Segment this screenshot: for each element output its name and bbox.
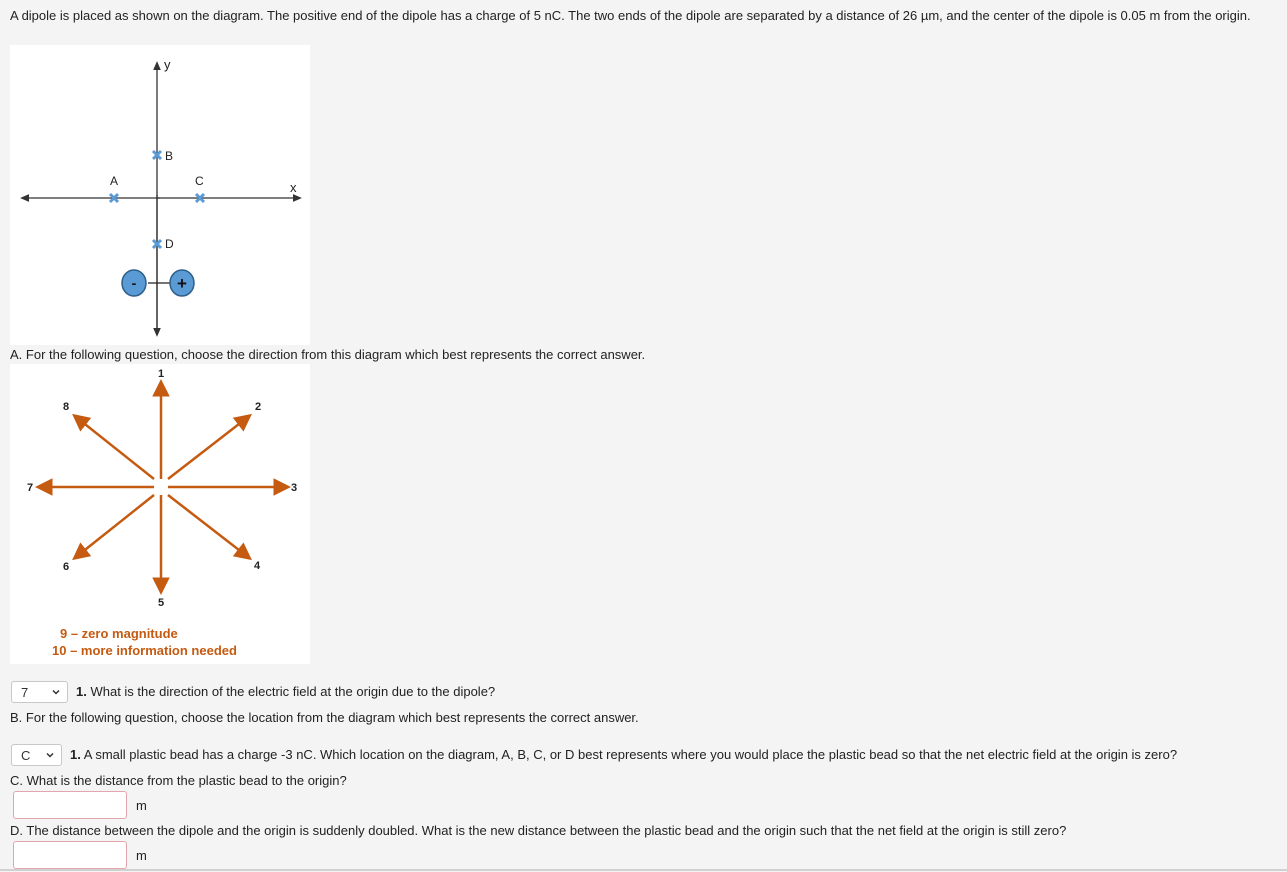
- x-axis-label: x: [290, 180, 297, 195]
- point-d-label: D: [165, 237, 174, 251]
- y-axis-label: y: [164, 57, 171, 72]
- direction-arrow-2: [168, 417, 248, 479]
- direction-label-6: 6: [62, 561, 70, 573]
- section-a-prompt: A. For the following question, choose the direction from this diagram which best represents the correct answer.: [10, 347, 646, 362]
- negative-charge-sign: -: [131, 275, 137, 291]
- direction-diagram: [10, 364, 310, 664]
- new-distance-answer-input[interactable]: [13, 841, 127, 869]
- chevron-down-icon: [45, 750, 55, 760]
- question-b1-number: 1.: [70, 747, 81, 762]
- direction-arrow-8: [76, 417, 154, 479]
- section-b-prompt: B. For the following question, choose the location from the diagram which best represents the correct answer.: [10, 710, 639, 725]
- section-d-prompt: D. The distance between the dipole and the origin is suddenly doubled. What is the new distance between the plastic bead and the origin such that the net field at the origin is still zero?: [10, 823, 1067, 838]
- direction-label-7: 7: [26, 482, 34, 494]
- direction-label-5: 5: [157, 597, 165, 609]
- direction-label-3: 3: [290, 482, 298, 494]
- problem-statement: A dipole is placed as shown on the diagram. The positive end of the dipole has a charge of 5 nC. The two ends of the dipole are separated by a distance of 26 µm, and the center of the dipole is 0.05 m from the origin.: [10, 8, 1251, 23]
- legend-zero-magnitude: 9 – zero magnitude: [60, 626, 178, 641]
- direction-diagram-svg: [10, 364, 310, 664]
- positive-charge-sign: +: [177, 274, 187, 293]
- location-select-value: C: [21, 747, 31, 763]
- direction-label-8: 8: [62, 401, 70, 413]
- point-c-label: C: [195, 174, 204, 188]
- section-c-prompt: C. What is the distance from the plastic bead to the origin?: [10, 773, 347, 788]
- bottom-divider: [0, 869, 1287, 871]
- dipole-diagram-svg: [10, 45, 310, 345]
- direction-label-1: 1: [157, 368, 165, 380]
- question-b1-text: A small plastic bead has a charge -3 nC. Which location on the diagram, A, B, C, or D best represents where you would place the plastic bead so that the net electric field at the origin is zero?: [83, 747, 1178, 762]
- direction-arrow-4: [168, 495, 248, 557]
- location-select[interactable]: [11, 744, 62, 766]
- direction-select-value: 7: [21, 684, 29, 700]
- direction-label-2: 2: [254, 401, 262, 413]
- distance-answer-input[interactable]: [13, 791, 127, 819]
- direction-arrow-6: [76, 495, 154, 557]
- direction-label-4: 4: [253, 560, 261, 572]
- new-distance-unit-label: m: [136, 848, 147, 863]
- question-a1-number: 1.: [76, 684, 87, 699]
- question-b1: [70, 747, 1177, 763]
- point-a-label: A: [110, 174, 119, 188]
- dipole-diagram: [10, 45, 310, 345]
- distance-unit-label: m: [136, 798, 147, 813]
- chevron-down-icon: [51, 687, 61, 697]
- point-b-label: B: [165, 149, 174, 163]
- question-a1: [76, 684, 495, 700]
- legend-more-info: 10 – more information needed: [52, 643, 237, 658]
- direction-select[interactable]: [11, 681, 68, 703]
- question-a1-text: What is the direction of the electric field at the origin due to the dipole?: [90, 684, 496, 699]
